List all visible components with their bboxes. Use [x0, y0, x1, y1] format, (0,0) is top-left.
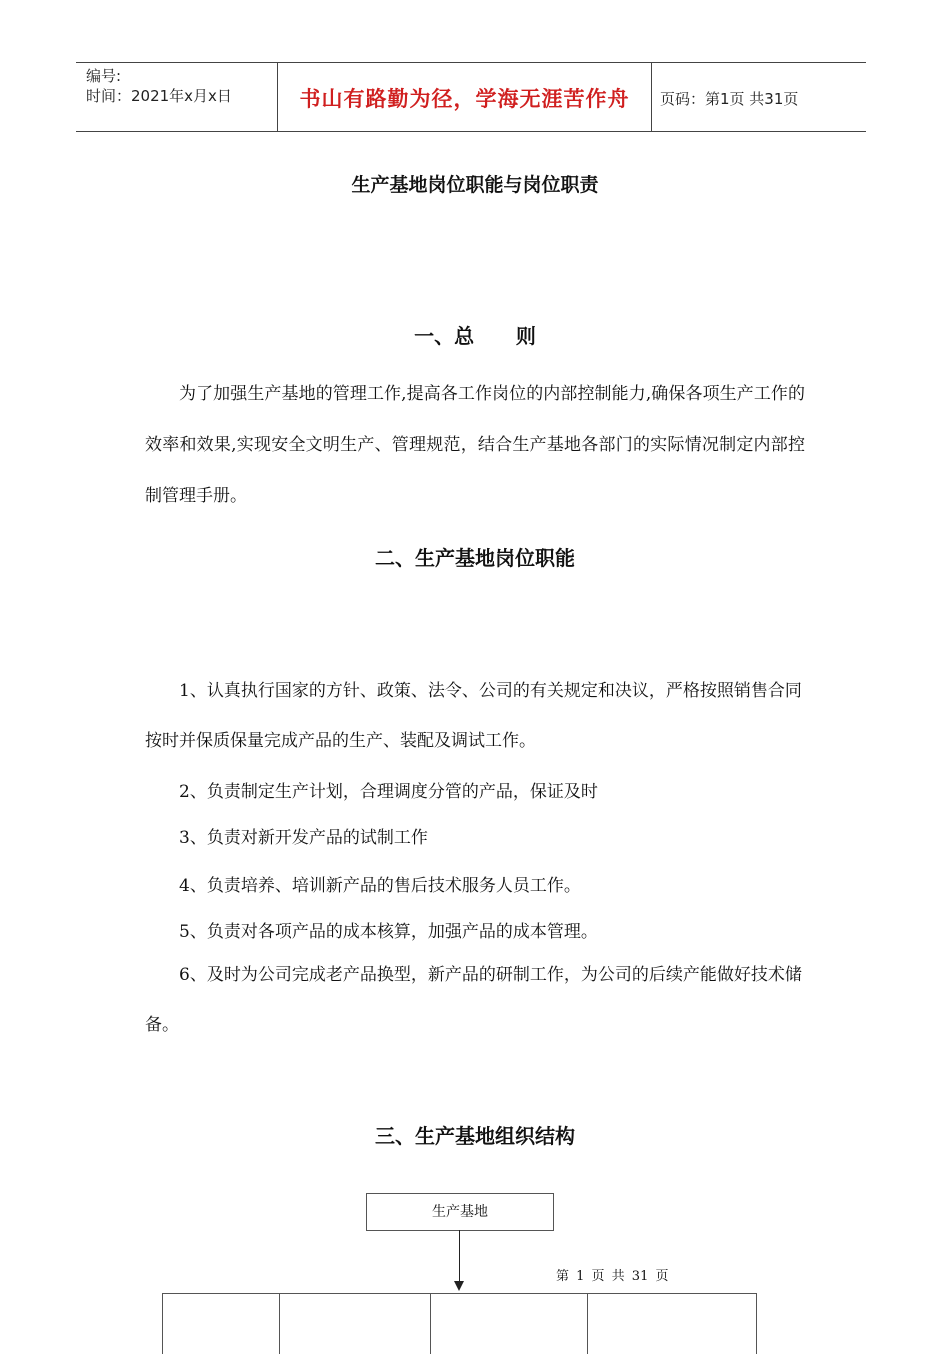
- function-item: 6、及时为公司完成老产品换型，新产品的研制工作，为公司的后续产能做好技术储备。: [145, 965, 802, 1035]
- function-item: 5、负责对各项产品的成本核算，加强产品的成本管理。: [179, 922, 598, 942]
- header-page-info: 页码：第1页 共31页: [660, 90, 799, 108]
- function-item: 2、负责制定生产计划，合理调度分管的产品，保证及时: [179, 782, 598, 802]
- number-label: 编号:: [86, 67, 122, 85]
- section-heading-org: 三、生产基地组织结构: [375, 1124, 575, 1148]
- document-title: 生产基地岗位职能与岗位职责: [351, 174, 599, 196]
- header-motto-cell: [278, 63, 652, 131]
- org-child-node: [162, 1294, 163, 1354]
- org-connector-line: [459, 1230, 460, 1282]
- function-item: 1、认真执行国家的方针、政策、法令、公司的有关规定和决议，严格按照销售合同按时并保质保量完成产品的生产、装配及调试工作。: [145, 681, 802, 751]
- footer-page-number: 第 1 页 共 31 页: [556, 1269, 669, 1284]
- header-meta-cell: [76, 63, 278, 131]
- document-header: [76, 62, 866, 132]
- section-general-paragraph: 为了加强生产基地的管理工作,提高各工作岗位的内部控制能力,确保各项生产工作的效率和效果,实现安全文明生产、管理规范，结合生产基地各部门的实际情况制定内部控制管理手册。: [145, 384, 805, 506]
- section-heading-general: 一、总 则: [414, 324, 536, 348]
- org-child-node: [430, 1294, 431, 1354]
- motto: 书山有路勤为径，学海无涯苦作舟: [299, 87, 630, 111]
- org-child-node: [587, 1294, 588, 1354]
- org-child-node: [279, 1294, 280, 1354]
- header-page-cell: [652, 63, 866, 131]
- org-child-node: [756, 1294, 757, 1354]
- function-item: 3、负责对新开发产品的试制工作: [179, 828, 428, 848]
- org-child-row: [162, 1293, 757, 1354]
- org-root-node: 生产基地: [366, 1193, 554, 1231]
- time-label: 时间：2021年x月x日: [86, 87, 232, 105]
- function-item: 4、负责培养、培训新产品的售后技术服务人员工作。: [179, 876, 581, 896]
- section-heading-functions: 二、生产基地岗位职能: [375, 546, 575, 570]
- arrow-down-icon: [454, 1281, 464, 1291]
